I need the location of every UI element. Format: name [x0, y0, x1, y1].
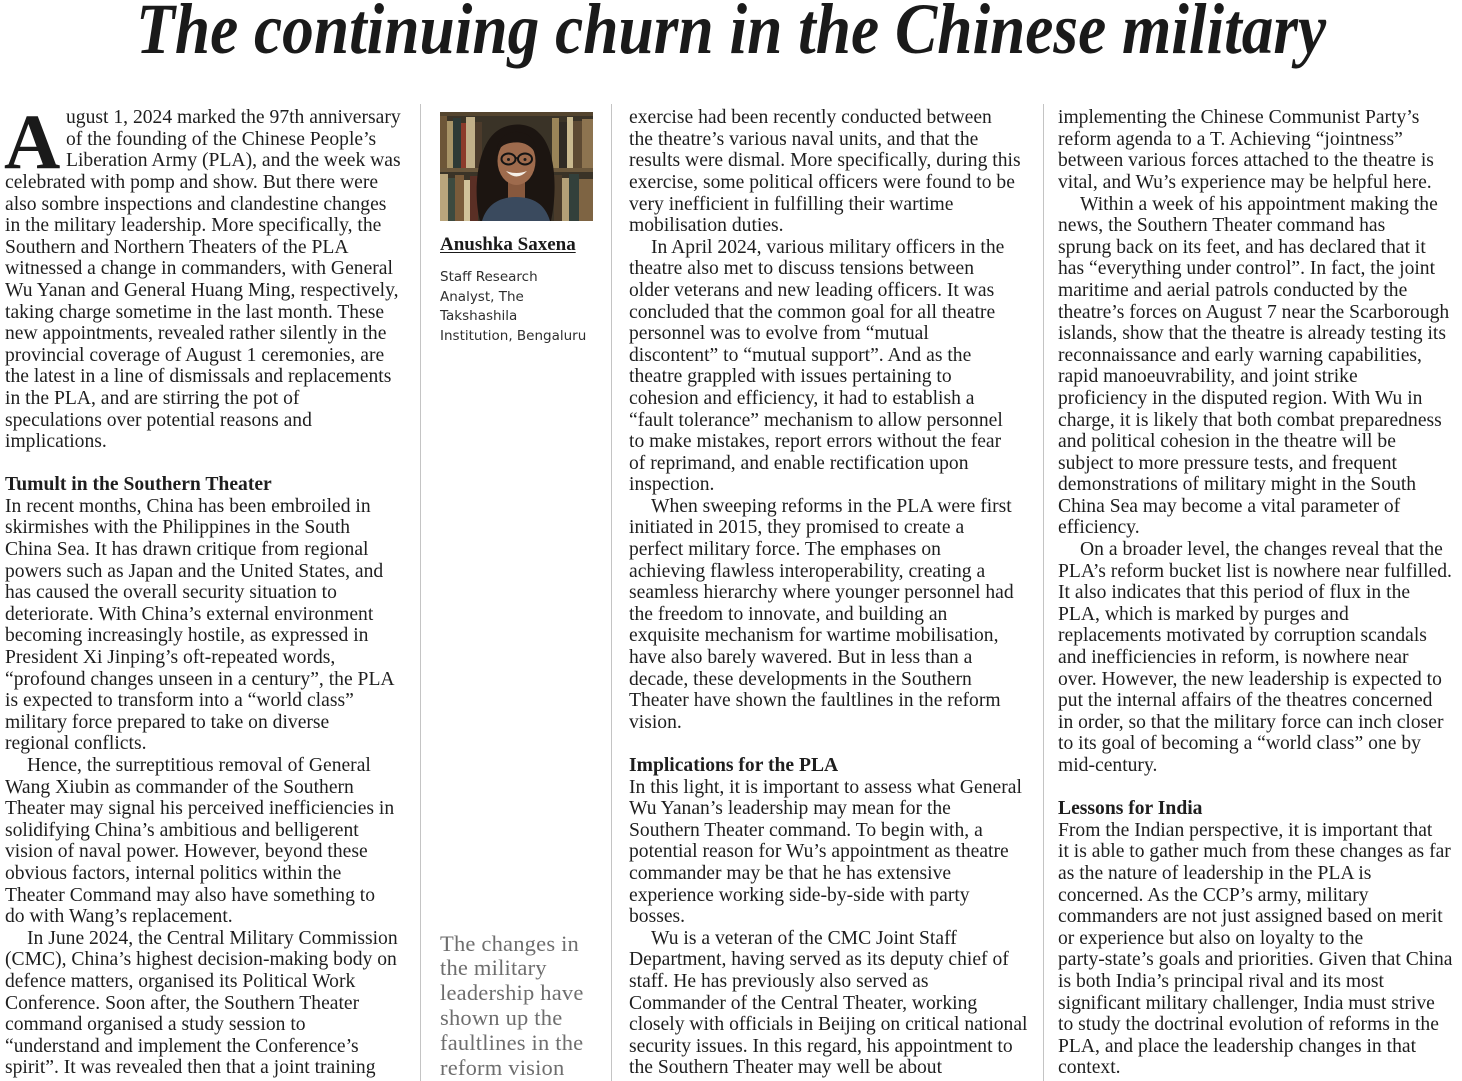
text-line: theatre’s forces on August 7 near the Scarborough — [1058, 301, 1450, 323]
text-line: theatre also met to discuss tensions between — [629, 258, 974, 280]
column-rule — [611, 104, 612, 1081]
text-line: demonstrations of military might in the South — [1058, 474, 1417, 496]
text-line: “understand and implement the Conference’s — [5, 1035, 359, 1057]
text-line: very inefficient in fulfilling their wartime — [629, 193, 954, 215]
paragraph — [629, 496, 1034, 734]
column-rule — [420, 104, 421, 1081]
text-line: “profound changes unseen in a century”, the PLA — [5, 668, 395, 690]
pull-quote-line: shown up the — [440, 1004, 563, 1030]
text-line: Wu Yanan and General Huang Ming, respectively, — [5, 279, 399, 301]
paragraph — [1058, 194, 1458, 540]
text-line: Theater have shown the faultlines in the reform — [629, 690, 1001, 712]
text-line: do with Wang’s replacement. — [5, 906, 233, 928]
text-line: powers such as Japan and the United States, and — [5, 560, 384, 582]
text-line: Commander of the Central Theater, working — [629, 992, 978, 1014]
paragraph — [5, 496, 405, 755]
paragraph — [5, 755, 405, 928]
text-line: bosses. — [629, 906, 686, 928]
text-line: the freedom to innovate, and building an — [629, 603, 948, 625]
text-line: sprung back on its feet, and has declared that it — [1058, 236, 1426, 258]
text-line: news, the Southern Theater command has — [1058, 215, 1386, 237]
paragraph — [1058, 820, 1458, 1079]
column-rule — [1043, 104, 1044, 1081]
text-line: initiated in 2015, they promised to create a — [629, 517, 965, 539]
bookshelf-right — [548, 117, 593, 221]
author-role-line: Analyst, The — [440, 288, 524, 305]
text-line: and inefficiencies in reform, is nowhere near — [1058, 647, 1409, 669]
text-line: results were dismal. More specifically, during this — [629, 150, 1021, 172]
text-line: In recent months, China has been embroiled in — [5, 495, 371, 517]
text-line: ugust 1, 2024 marked the 97th anniversary — [66, 107, 401, 129]
text-line: personnel was to evolve from “mutual — [629, 323, 929, 345]
text-line: celebrated with pomp and show. But there were — [5, 171, 379, 193]
text-line: Conference. Soon after, the Southern Theater — [5, 992, 360, 1014]
text-line: witnessed a change in commanders, with General — [5, 258, 393, 280]
author-role-line: Staff Research — [440, 269, 538, 286]
text-line: has “everything under control”. In fact, the joint — [1058, 258, 1436, 280]
text-line: party-state’s goals and priorities. Given that China — [1058, 949, 1453, 971]
paragraph — [629, 928, 1034, 1079]
text-line: is expected to transform into a “world class” — [5, 690, 354, 712]
text-line: to study the doctrinal evolution of reforms in the — [1058, 1014, 1439, 1036]
text-line: also sombre inspections and clandestine changes — [5, 193, 387, 215]
text-line: security issues. In this regard, his appointment to — [629, 1035, 1013, 1057]
text-line: It also indicates that this period of flux in the — [1058, 582, 1411, 604]
text-line: replacements motivated by corruption scandals — [1058, 625, 1427, 647]
text-line: decade, these developments in the Southern — [629, 668, 972, 690]
text-line: taking charge sometime in the last month. These — [5, 301, 385, 323]
text-line: have also barely wavered. But in less than a — [629, 647, 973, 669]
text-line: Southern Theater command. To begin with, a — [629, 819, 983, 841]
text-line: Department, having served as its deputy chief of — [629, 949, 1009, 971]
text-line: obvious factors, internal politics within the — [5, 862, 342, 884]
text-line: implications. — [5, 431, 107, 453]
text-line: over. However, the new leadership is expected to — [1058, 668, 1442, 690]
article-column-2 — [629, 107, 1034, 1079]
text-line: put the internal affairs of the theatres concerned — [1058, 690, 1433, 712]
author-role — [440, 268, 586, 346]
pull-quote — [440, 932, 584, 1081]
text-line: solidifying China’s ambitious and belligerent — [5, 819, 359, 841]
author-name: Anushka Saxena — [440, 234, 576, 255]
text-line: of reprimand, and enable rectification upon — [629, 452, 969, 474]
pull-quote-line: reform vision — [440, 1054, 565, 1080]
article-column-3 — [1058, 107, 1458, 1079]
text-line: Within a week of his appointment making the — [1080, 193, 1438, 215]
text-line: “fault tolerance” mechanism to allow personnel — [629, 409, 1003, 431]
text-line: defence matters, organised its Political Work — [5, 970, 356, 992]
text-line: to its goal of becoming a “world class” one by — [1058, 733, 1421, 755]
pull-quote-line: leadership have — [440, 980, 584, 1006]
text-line: discontent” to “mutual support”. And as the — [629, 344, 972, 366]
text-line: exquisite mechanism for wartime mobilisation, — [629, 625, 999, 647]
text-line: PLA’s reform bucket list is nowhere near fulfilled. — [1058, 560, 1452, 582]
text-line: concluded that the common goal for all theatre — [629, 301, 996, 323]
headline-text: The continuing churn in the Chinese military — [135, 0, 1327, 69]
paragraph — [629, 237, 1034, 496]
author-role-line: Institution, Bengaluru — [440, 327, 587, 344]
text-line: Liberation Army (PLA), and the week was — [66, 150, 401, 172]
text-line: older veterans and new leading officers. It was — [629, 279, 995, 301]
text-line: reform agenda to a T. Achieving “jointness” — [1058, 128, 1403, 150]
text-line: In June 2024, the Central Military Commission — [27, 927, 398, 949]
text-line: or experience but also on loyalty to the — [1058, 927, 1364, 949]
text-line: speculations over potential reasons and — [5, 409, 312, 431]
text-line: skirmishes with the Philippines in the South — [5, 517, 351, 539]
text-line: closely with officials in Beijing on critical national — [629, 1014, 1028, 1036]
text-line: maritime and aerial patrols conducted by the — [1058, 279, 1408, 301]
text-line: vision. — [629, 711, 682, 733]
text-line: Wu is a veteran of the CMC Joint Staff — [651, 927, 957, 949]
text-line: regional conflicts. — [5, 733, 147, 755]
section-heading: Tumult in the Southern Theater — [5, 474, 272, 496]
text-line: in the military leadership. More specifically, the — [5, 215, 382, 237]
text-line: deteriorate. With China’s external environment — [5, 603, 374, 625]
text-line: commanders are not just assigned based on merit — [1058, 906, 1443, 928]
text-line: as the nature of leadership in the PLA is — [1058, 862, 1372, 884]
text-line: When sweeping reforms in the PLA were first — [651, 495, 1012, 517]
text-line: it is able to gather much from these changes as far — [1058, 841, 1451, 863]
text-line: efficiency. — [1058, 517, 1140, 539]
text-line: Wang Xiubin as commander of the Southern — [5, 776, 354, 798]
text-line: provincial coverage of August 1 ceremonies, are — [5, 344, 385, 366]
text-line: (CMC), China’s highest decision-making body on — [5, 949, 397, 971]
pull-quote-line: faultlines in the — [440, 1029, 584, 1055]
text-line: implementing the Chinese Communist Party’s — [1058, 107, 1420, 129]
text-line: mobilisation duties. — [629, 215, 784, 237]
text-line: and political cohesion in the theatre will be — [1058, 431, 1396, 453]
paragraph — [5, 928, 405, 1079]
text-line: mid-century. — [1058, 755, 1158, 776]
text-line: in the PLA, and are stirring the pot of — [5, 387, 300, 409]
text-line: command organised a study session to — [5, 1014, 306, 1036]
text-line: concerned. As the CCP’s army, military — [1058, 884, 1369, 906]
text-line: becoming increasingly hostile, as expressed in — [5, 625, 369, 647]
text-line: charge, it is likely that both combat preparedness — [1058, 409, 1442, 431]
text-line: new appointments, revealed rather silently in the — [5, 323, 387, 345]
text-line: rapid manoeuvrability, and joint strike — [1058, 366, 1358, 388]
text-line: China Sea may become a vital parameter of — [1058, 495, 1401, 517]
text-line: Southern and Northern Theaters of the PLA — [5, 236, 349, 258]
text-line: experience working side-by-side with party — [629, 884, 970, 906]
text-line: the latest in a line of dismissals and replacements — [5, 366, 392, 388]
text-line: reconnaissance and early warning capabilities, — [1058, 344, 1422, 366]
article-column-1 — [4, 97, 405, 1079]
author-role-line: Takshashila — [440, 308, 518, 325]
pull-quote-line: The changes in — [440, 930, 579, 956]
text-line: between various forces attached to the theatre is — [1058, 150, 1434, 172]
text-line: theatre grappled with issues pertaining to — [629, 366, 952, 388]
text-line: islands, show that the theatre is already testing its — [1058, 323, 1446, 345]
text-line: potential reason for Wu’s appointment as theatre — [629, 841, 1009, 863]
text-line: In April 2024, various military officers in the — [651, 236, 1005, 258]
drop-cap: A — [4, 97, 61, 185]
text-line: seamless hierarchy where younger personnel had — [629, 582, 1014, 604]
text-line: Wu Yanan’s leadership may mean for the — [629, 798, 951, 820]
headline — [0, 0, 1462, 69]
text-line: the Southern Theater may well be about — [629, 1057, 943, 1079]
text-line: context. — [1058, 1057, 1121, 1079]
text-line: staff. He has previously also served as — [629, 970, 929, 992]
text-line: exercise had been recently conducted between — [629, 107, 992, 129]
section-heading: Implications for the PLA — [629, 755, 839, 776]
text-line: achieving flawless interoperability, creating a — [629, 560, 986, 582]
text-line: proficiency in the disputed region. With Wu in — [1058, 387, 1423, 409]
paragraph — [629, 107, 1034, 237]
paragraph — [629, 777, 1034, 928]
text-line: vital, and Wu’s experience may be helpful here. — [1058, 171, 1432, 193]
author-sidebar — [440, 0, 600, 1081]
text-line: to make mistakes, report errors without the fear — [629, 431, 1002, 453]
text-line: exercise, some political officers were found to be — [629, 171, 1015, 193]
text-line: perfect military force. The emphases on — [629, 539, 941, 561]
text-line: PLA, which is marked by purges and — [1058, 603, 1349, 625]
text-line: is both India’s principal rival and its most — [1058, 970, 1384, 992]
text-line: commander may be that he has extensive — [629, 862, 952, 884]
text-line: has caused the overall security situation to — [5, 582, 337, 604]
text-line: From the Indian perspective, it is important that — [1058, 819, 1433, 841]
text-line: spirit”. It was revealed then that a joint training — [5, 1057, 376, 1079]
text-line: Theater Command may also have something to — [5, 884, 376, 906]
paragraph — [5, 107, 405, 453]
text-line: On a broader level, the changes reveal that the — [1080, 539, 1443, 561]
text-line: cohesion and efficiency, it had to establish a — [629, 387, 975, 409]
text-line: subject to more pressure tests, and frequent — [1058, 452, 1397, 474]
text-line: PLA, and place the leadership changes in that — [1058, 1035, 1417, 1057]
author-portrait-image — [440, 112, 593, 221]
section-heading: Lessons for India — [1058, 798, 1203, 820]
text-line: of the founding of the Chinese People’s — [66, 128, 377, 150]
text-line: significant military challenger, India must strive — [1058, 992, 1435, 1014]
pull-quote-line: the military — [440, 955, 547, 981]
text-line: Theater may signal his perceived inefficiencies in — [5, 798, 395, 820]
text-line: inspection. — [629, 474, 715, 496]
author-photo — [440, 112, 593, 221]
text-line: the theatre’s various naval units, and that the — [629, 128, 979, 150]
text-line: vision of naval power. However, beyond these — [5, 841, 368, 863]
text-line: China Sea. It has drawn critique from regional — [5, 539, 369, 561]
text-line: Hence, the surreptitious removal of General — [27, 755, 371, 776]
paragraph — [1058, 107, 1458, 193]
text-line: President Xi Jinping’s oft-repeated words, — [5, 647, 336, 669]
text-line: military force prepared to take on diverse — [5, 711, 330, 733]
paragraph — [1058, 539, 1458, 777]
text-line: In this light, it is important to assess what General — [629, 776, 1022, 798]
text-line: in order, so that the military force can inch closer — [1058, 711, 1444, 733]
